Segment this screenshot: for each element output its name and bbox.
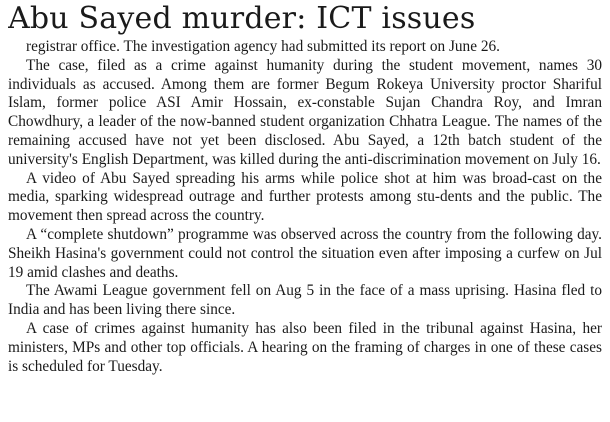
article-paragraph: registrar office. The investigation agency had submitted its report on June 26.	[26, 38, 500, 55]
article-body	[8, 38, 602, 376]
article-paragraph: A case of crimes against humanity has also been filed in the tribunal against Hasina, her ministers, MPs and other top officials. A hearing on the framing of charges in one of these cases is scheduled for Tuesday.	[8, 319, 602, 375]
article-paragraph: A “complete shutdown” programme was observed across the country from the following day. Sheikh Hasina's government could not control the situation even after imposing a curfew on Jul 19 amid clashes and deaths.	[8, 225, 602, 281]
article-paragraph: The Awami League government fell on Aug 5 in the face of a mass uprising. Hasina fled to India and has been living there since.	[8, 282, 602, 319]
article-paragraph: A video of Abu Sayed spreading his arms while police shot at him was broad-cast on the media, sparking widespread outrage and further protests among stu-dents and the public. The movement then spread across the country.	[8, 169, 602, 225]
article-paragraph: The case, filed as a crime against humanity during the student movement, names 30 individuals as accused. Among them are former Begum Rokeya University proctor Shariful Islam, former police ASI Amir Hossain, ex-constable Sujan Chandra Roy, and Imran Chowdhury, a leader of the now-banned student organization Chhatra League. The names of the remaining accused have not yet been disclosed. Abu Sayed, a 12th batch student of the university's English Department, was killed during the anti-discrimination movement on July 16.	[8, 56, 602, 168]
article-headline: Abu Sayed murder: ICT issues	[8, 1, 476, 36]
